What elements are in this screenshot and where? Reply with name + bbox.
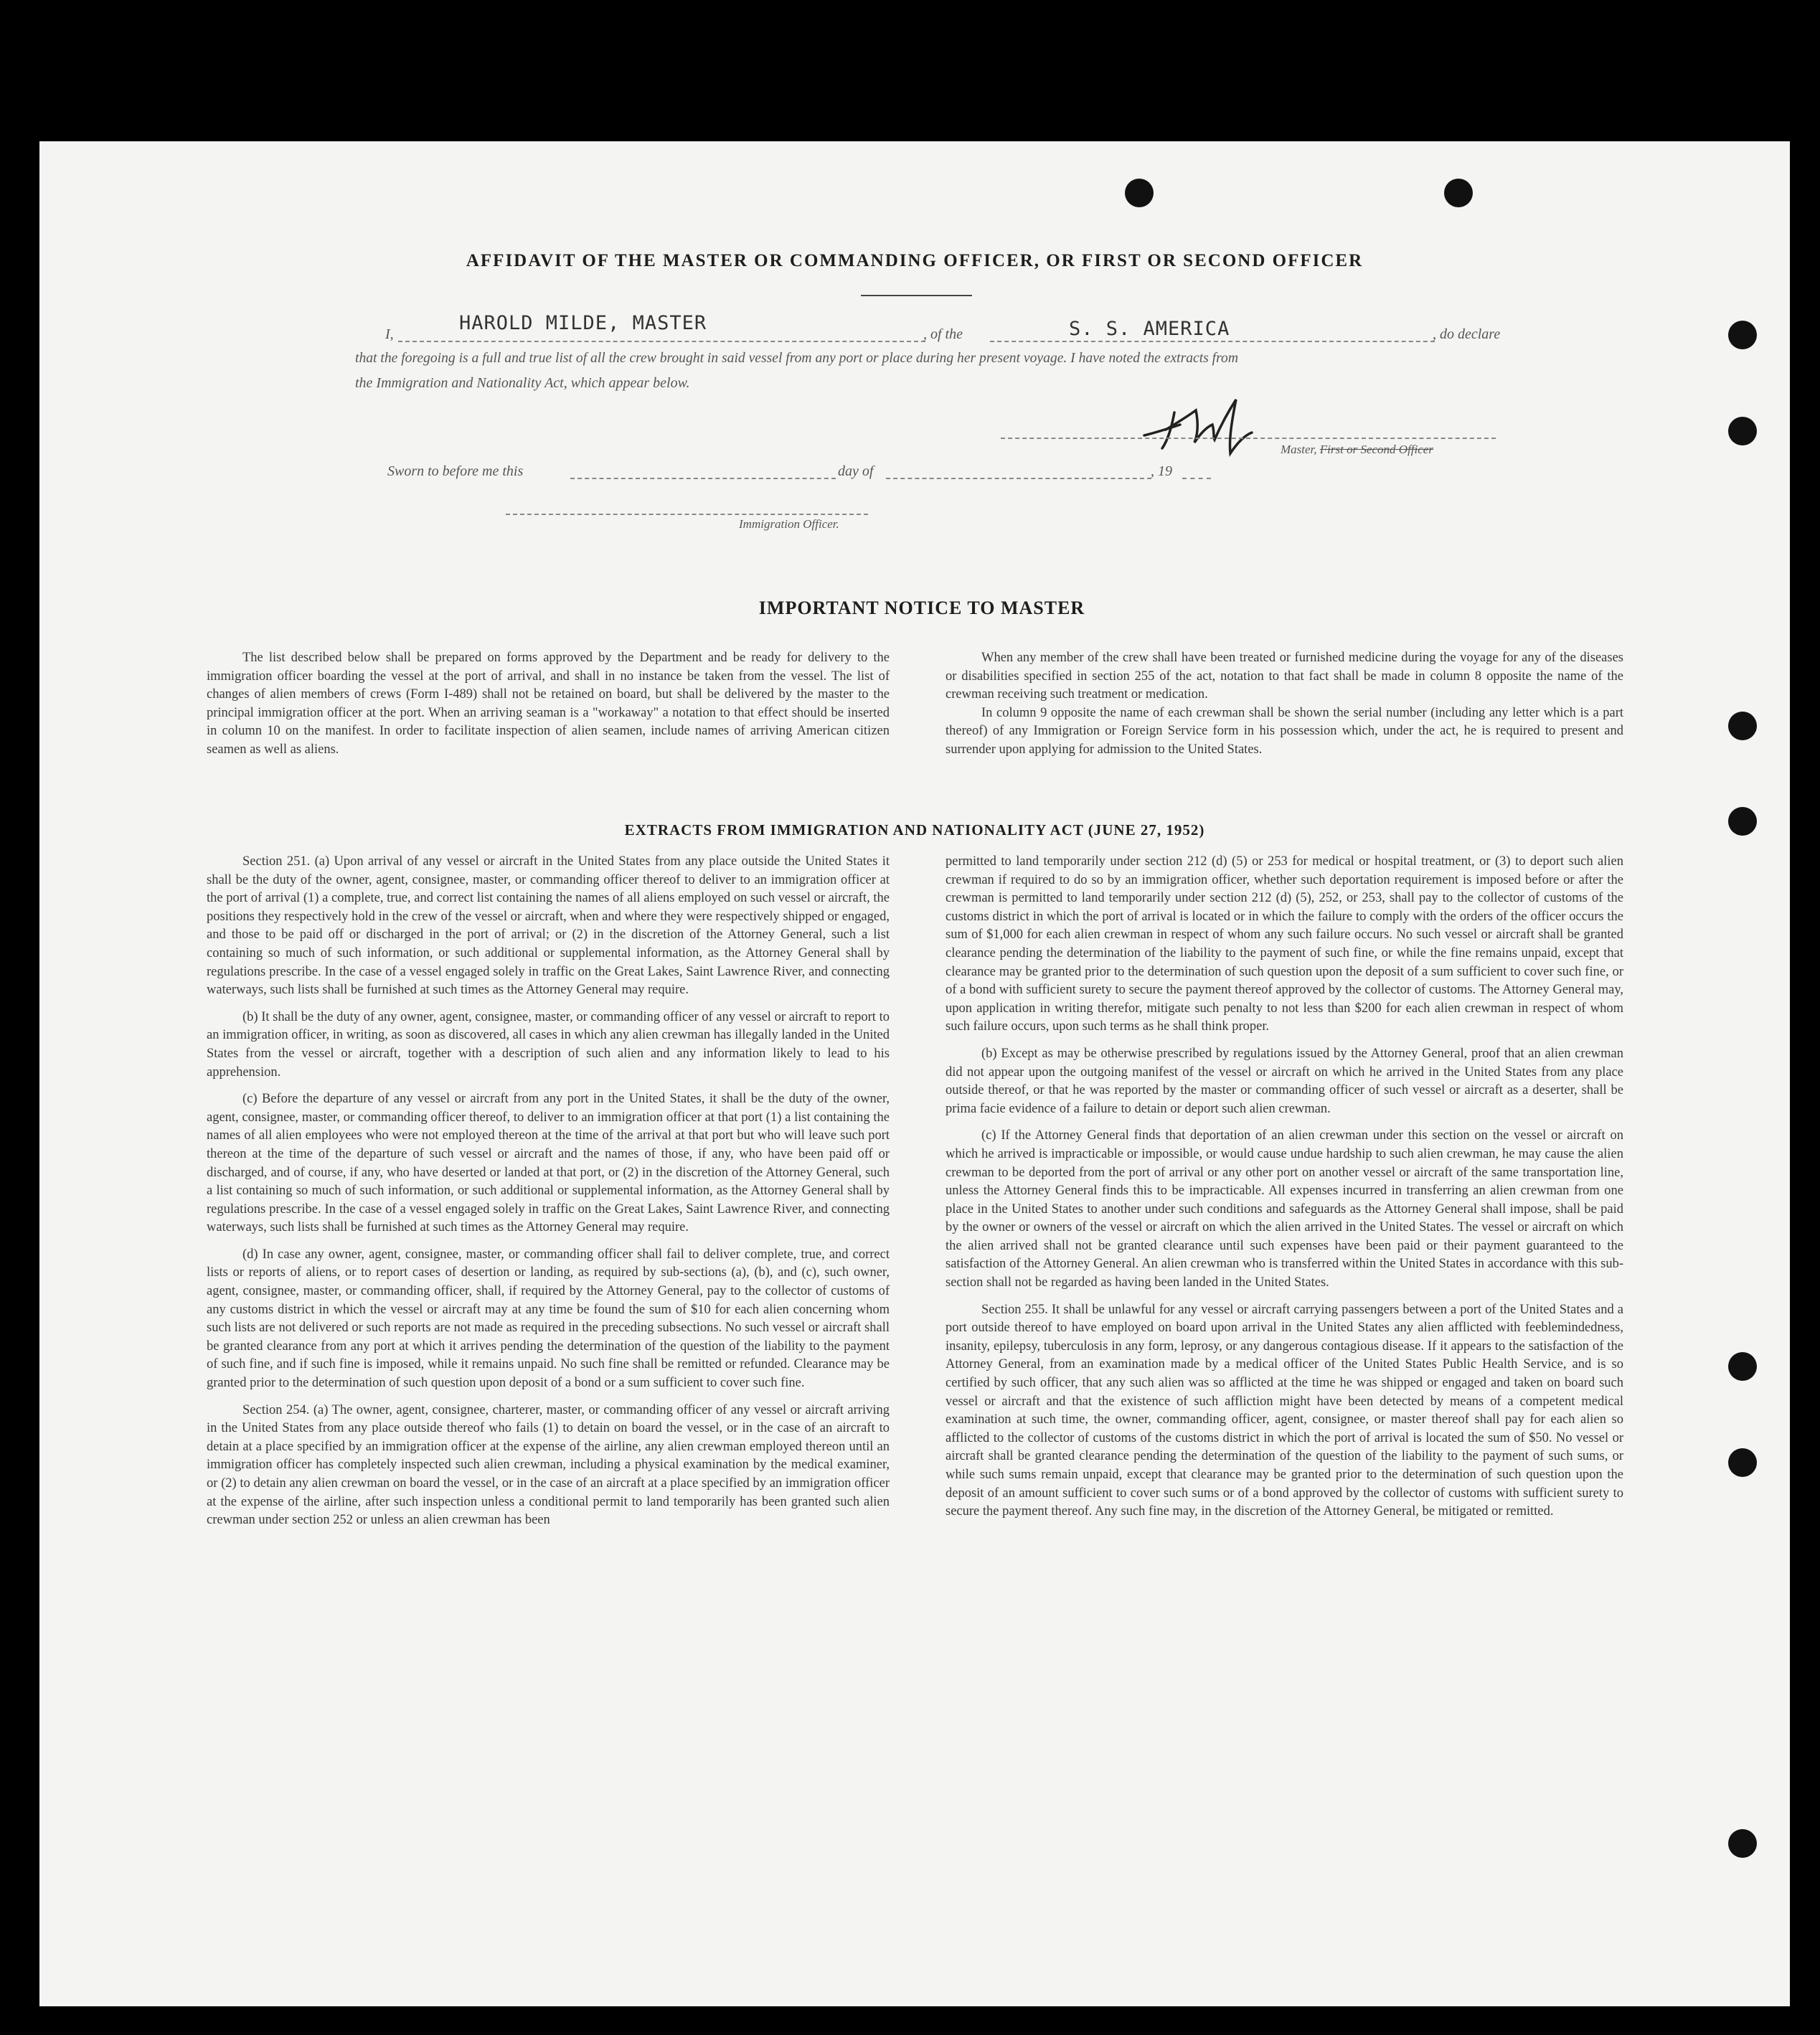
struck-officer-caption: First or Second Officer xyxy=(1319,443,1433,456)
i-label: I, xyxy=(385,326,394,342)
punch-hole xyxy=(1728,712,1757,740)
notice-paragraph: The list described below shall be prepared on forms approved by the Department and be ready for delivery to the immigration officer boarding the vessel at the port of arrival, and shall in no instance be taken from the vessel. The list of changes of alien members of crews (Form I-489) shall not be retained on board, but shall be delivered by the master to the principal immigration officer at the port. When an arriving seaman is a "workaway" a notation to that effect should be inserted in column 10 on the manifest. In order to facilitate inspection of alien seamen, include names of arriving American citizen seamen as well as aliens. xyxy=(207,651,890,757)
notice-right-column xyxy=(946,649,1623,760)
extract-paragraph: (b) It shall be the duty of any owner, agent, consignee, master, or commanding officer of any vessel or aircraft to report to an immigration officer, in writing, as soon as discovered, all cases in which any alien crewman has illegally landed in the United States from the vessel or aircraft, together with a description of such alien and any information likely to lead to his apprehension. xyxy=(207,1009,890,1080)
day-of-label: day of xyxy=(838,463,874,479)
extracts-right-column xyxy=(946,853,1623,1521)
extract-paragraph: Section 251. (a) Upon arrival of any vessel or aircraft in the United States from any place outside the United States it shall be the duty of the owner, agent, consignee, master, or commanding officer thereof to deliver to an immigration officer at the port of arrival (1) a complete, true, and correct list containing the names of all aliens employed on such vessel or aircraft, the positions they respectively hold in the crew of the vessel or aircraft, when and where they were respectively shipped or engaged, and those to be paid off or discharged in the port of arrival; or (2) in the discretion of the Attorney General, such a list containing so much of such information, or such additional or supplemental information, as the Attorney General shall by regulations prescribe. In the case of a vessel engaged solely in traffic on the Great Lakes, Saint Lawrence River, and connecting waterways, such lists shall be furnished at such times as the Attorney General may require. xyxy=(207,854,890,998)
signature-line xyxy=(1001,438,1496,439)
year-label: , 19 xyxy=(1151,463,1172,479)
extract-paragraph: Section 254. (a) The owner, agent, consignee, charterer, master, or commanding officer of any vessel or aircraft arriving in the United States from any place outside thereof who fails (1) to detain on board the vessel, or in the case of an aircraft to detain at a place specified by an immigration officer at the expense of the airline, any alien crewman employed thereon until an immigration officer has completely inspected such alien crewman, including a physical examination by the medical examiner, or (2) to detain any alien crewman on board the vessel, or in the case of an aircraft at a place specified by an immigration officer at the expense of the airline, after such inspection unless a conditional permit to land temporarily has been granted such alien crewman under section 252 or unless an alien crewman has been xyxy=(207,1402,890,1528)
extracts-left-column xyxy=(207,853,890,1530)
notice-paragraph: When any member of the crew shall have been treated or furnished medicine during the voyage for any of the diseases or disabilities specified in section 255 of the act, notation to that fact shall be made in column 8 opposite the name of the crewman receiving such treatment or medication. xyxy=(946,651,1623,702)
signature-caption xyxy=(1281,443,1433,457)
punch-hole xyxy=(1125,179,1154,207)
notice-left-column xyxy=(207,649,890,760)
document-page xyxy=(39,141,1790,2006)
notice-title: IMPORTANT NOTICE TO MASTER xyxy=(758,598,1085,618)
declarant-line xyxy=(398,341,925,342)
master-caption: Master, xyxy=(1281,443,1320,456)
of-the-label: , of the xyxy=(923,326,963,342)
officer-caption: Immigration Officer. xyxy=(739,517,839,531)
punch-hole xyxy=(1728,321,1757,349)
title-rule xyxy=(861,295,972,296)
vessel-line xyxy=(990,341,1435,342)
statement-line-1: that the foregoing is a full and true list of all the crew brought in said vessel from any port or place during her present voyage. I have noted the extracts from xyxy=(355,351,1238,366)
sworn-label: Sworn to before me this xyxy=(387,463,524,479)
extract-paragraph: (c) Before the departure of any vessel or aircraft from any port in the United States, it shall be the duty of the owner, agent, consignee, master, or commanding officer thereof, to deliver to an immigration officer at that port (1) a list containing the names of all alien employees who were not employed thereon at the time of the arrival at that port but who will leave such port thereon at the time of the departure of such vessel or aircraft and the names of those, if any, who have been paid off or discharged, and of course, if any, who have deserted or landed at that port, or (2) in the discretion of the Attorney General, such a list containing so much of such information, or such additional or supplemental information, as the Attorney General shall by regulations prescribe. In the case of a vessel engaged solely in traffic on the Great Lakes, Saint Lawrence River, and connecting waterways, such lists shall be furnished at such times as the Attorney General may require. xyxy=(207,1092,890,1235)
sworn-month-line xyxy=(886,478,1151,479)
declarant-name: HAROLD MILDE, MASTER xyxy=(459,312,707,334)
extract-paragraph: (d) In case any owner, agent, consignee, master, or commanding officer shall fail to deliver complete, true, and correct lists or reports of aliens, or to report cases of desertion or landing, as required by sub-sections (a), (b), and (c), such owner, agent, consignee, master, or commanding officer, shall, if required by the Attorney General, pay to the collector of customs of any customs district in which the vessel or aircraft may at any time be found the sum of $10 for each alien concerning whom such lists are not delivered or such reports are not made as required in the preceding subsections. No such vessel or aircraft shall be granted clearance from any port at which it arrives pending the determination of the question of the liability to the payment of such fine, and if such fine is imposed, while it remains unpaid. No such fine shall be remitted or refunded. Clearance may be granted prior to the determination of such question upon deposit of a bond or a sum sufficient to cover such fine. xyxy=(207,1247,890,1391)
extract-paragraph: (c) If the Attorney General finds that deportation of an alien crewman under this section on the vessel or aircraft on which he arrived is impracticable or impossible, or would cause undue hardship to such alien crewman, he may cause the alien crewman to be deported from the port of arrival or any other port on another vessel or aircraft of the same transportation line, unless the Attorney General finds this to be impracticable. All expenses incurred in transferring an alien crewman from one place in the United States to another under such conditions and safeguards as the Attorney General shall impose, shall be paid by the owner or owners of the vessel or aircraft on which the alien arrived in the United States. The vessel or aircraft on which the alien arrived shall not be granted clearance until such expenses have been paid or their payment guaranteed to the satisfaction of the Attorney General. An alien crewman who is transferred within the United States in accordance with this sub-section shall not be regarded as having been landed in the United States. xyxy=(946,1128,1623,1290)
sworn-year-line xyxy=(1182,478,1211,479)
master-signature xyxy=(1130,385,1273,464)
extracts-title: EXTRACTS FROM IMMIGRATION AND NATIONALITY ACT (JUNE 27, 1952) xyxy=(624,821,1205,839)
punch-hole xyxy=(1728,1352,1757,1381)
affidavit-title: AFFIDAVIT OF THE MASTER OR COMMANDING OFFICER, OR FIRST OR SECOND OFFICER xyxy=(466,251,1364,270)
punch-hole xyxy=(1728,1829,1757,1858)
extract-paragraph: permitted to land temporarily under section 212 (d) (5) or 253 for medical or hospital treatment, or (3) to deport such alien crewman if required to do so by an immigration officer, whether such deportation requirement is imposed before or after the crewman is permitted to land temporarily under section 212 (d) (5), 252, or 253, shall pay to the collector of customs of the customs district in which the port of arrival is located or in which the failure to comply with the orders of the officer occurs the sum of $1,000 for each alien crewman in respect of whom any such failure occurs. No such vessel or aircraft shall be granted clearance pending the determination of the liability to the payment of such fine, or while the fine remains unpaid, except that clearance may be granted prior to the determination of such question upon the deposit of a sum sufficient to cover such fine, or of a bond with sufficient surety to secure the payment thereof approved by the collector of customs. The Attorney General may, upon application in writing therefor, mitigate such penalty to not less than $200 for each alien crewman in respect of whom such failure occurs, upon such terms as he shall think proper. xyxy=(946,854,1623,1034)
extract-paragraph: (b) Except as may be otherwise prescribed by regulations issued by the Attorney General, proof that an alien crewman did not appear upon the outgoing manifest of the vessel or aircraft on which he arrived in the United States from any place outside thereof, or that he was reported by the master or commanding officer of such vessel or aircraft as a deserter, shall be prima facie evidence of a failure to detain or deport such alien crewman. xyxy=(946,1046,1623,1116)
punch-hole xyxy=(1728,417,1757,445)
statement-line-2: the Immigration and Nationality Act, which appear below. xyxy=(355,375,690,391)
notice-paragraph: In column 9 opposite the name of each crewman shall be shown the serial number (including any letter which is a part thereof) of any Immigration or Foreign Service form in his possession which, under the act, he is required to present and surrender upon applying for admission to the United States. xyxy=(946,705,1623,757)
extract-paragraph: Section 255. It shall be unlawful for any vessel or aircraft carrying passengers between a port of the United States and a port outside thereof to have employed on board upon arrival in the United States any alien afflicted with feeblemindedness, insanity, epilepsy, tuberculosis in any form, leprosy, or any dangerous contagious disease. If it appears to the satisfaction of the Attorney General, from an examination made by a medical officer of the United States Public Health Service, and is so certified by such officer, that any such alien was so afflicted at the time he was shipped or engaged and taken on board such vessel or aircraft and that the existence of such affliction might have been detected by means of a competent medical examination at such time, the owner, commanding officer, agent, consignee, or master thereof shall pay for each alien so afflicted to the collector of customs of the customs district in which the port of arrival is located the sum of $50. No vessel or aircraft shall be granted clearance pending the determination of the question of the liability to the payment of such sums, or while such sums remain unpaid, except that clearance may be granted prior to the determination of such question upon the deposit of an amount sufficient to cover such sums or of a bond approved by the collector of customs with sufficient surety to secure the payment thereof. Any such fine may, in the discretion of the Attorney General, be mitigated or remitted. xyxy=(946,1302,1623,1519)
sworn-day-line xyxy=(570,478,836,479)
punch-hole xyxy=(1444,179,1473,207)
do-declare-label: , do declare xyxy=(1433,326,1501,342)
vessel-name: S. S. AMERICA xyxy=(1069,318,1230,340)
punch-hole xyxy=(1728,1448,1757,1477)
officer-line xyxy=(506,514,868,515)
